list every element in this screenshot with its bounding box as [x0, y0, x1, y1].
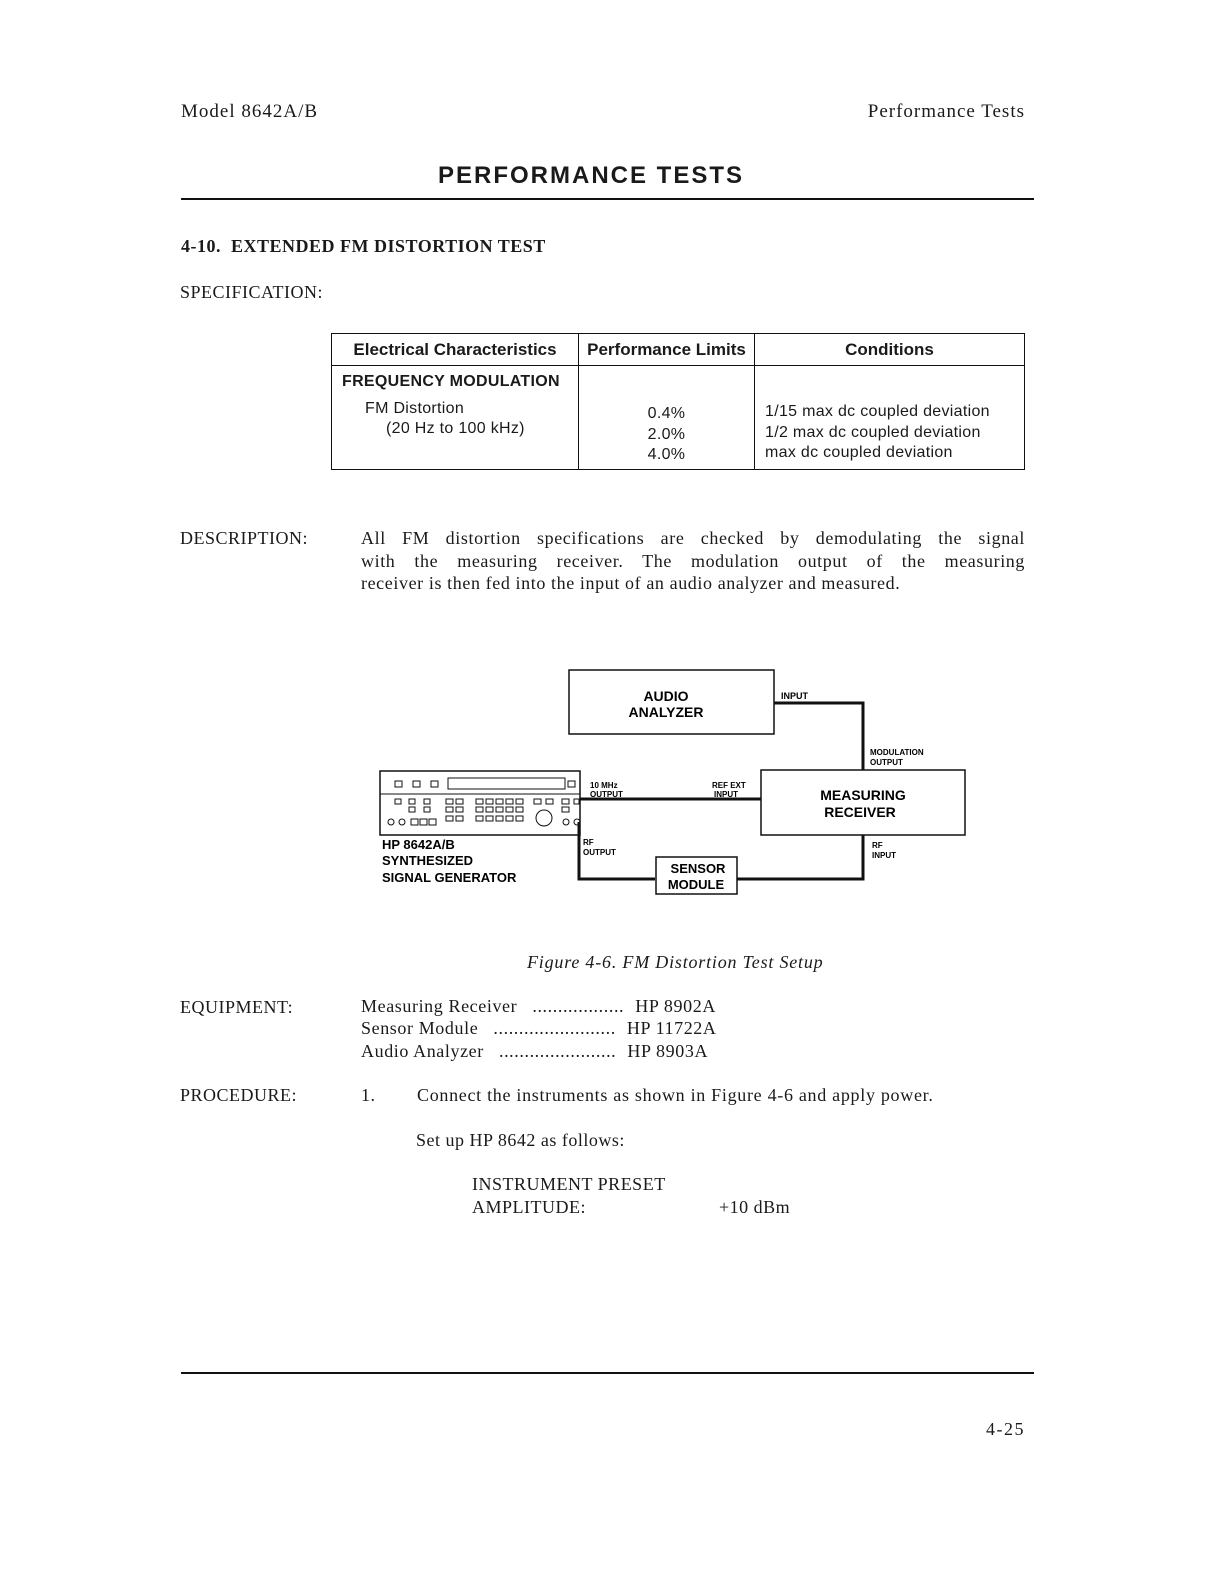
rf-output-label: RF: [583, 838, 594, 847]
condition-text: 1/2 max dc coupled deviation: [765, 423, 981, 441]
specification-label: SPECIFICATION:: [180, 282, 324, 302]
measuring-receiver-label: MEASURING: [820, 787, 906, 803]
description-line: receiver is then fed into the input of an audio analyzer and measured.: [361, 573, 901, 593]
equipment-leader: .......................: [498, 1041, 617, 1061]
audio-analyzer-label: AUDIO: [643, 688, 689, 704]
step-number: 1.: [361, 1085, 376, 1105]
modulation-output-label: OUTPUT: [870, 758, 903, 767]
limit-value: 0.4%: [647, 405, 686, 422]
description-line: All FM distortion specifications are checked by demodulating the signal: [361, 528, 1025, 548]
condition-text: max dc coupled deviation: [765, 444, 953, 461]
ref-ext-input-label: REF EXT: [712, 781, 746, 790]
amplitude-label: AMPLITUDE:: [472, 1197, 586, 1217]
input-label: INPUT: [781, 691, 808, 701]
rf-input-cable: [737, 835, 863, 879]
rf-output-label: OUTPUT: [583, 848, 616, 857]
modulation-output-label: MODULATION: [870, 748, 924, 757]
setup-line: Set up HP 8642 as follows:: [416, 1130, 625, 1150]
equipment-model: HP 8902A: [635, 996, 716, 1016]
page-number: 4-25: [986, 1419, 1025, 1439]
equipment-label: EQUIPMENT:: [180, 997, 294, 1017]
limit-value: 4.0%: [647, 446, 686, 463]
figure-caption: Figure 4-6. FM Distortion Test Setup: [527, 952, 824, 972]
amplitude-value: +10 dBm: [719, 1197, 791, 1217]
audio-analyzer-label: ANALYZER: [628, 704, 704, 720]
signal-generator-box: [380, 771, 580, 835]
description-label: DESCRIPTION:: [180, 528, 309, 548]
panel-keypad: [388, 799, 580, 826]
equipment-item: [361, 996, 716, 1017]
equipment-model: HP 11722A: [626, 1018, 717, 1038]
equipment-name: Audio Analyzer: [361, 1041, 484, 1061]
sensor-module-label: SENSOR: [670, 861, 726, 876]
param-label: FM Distortion: [365, 400, 465, 417]
footer-rule: [181, 1372, 1034, 1374]
table-header: Electrical Characteristics: [332, 334, 579, 366]
page-title: PERFORMANCE TESTS: [437, 162, 744, 189]
equipment-leader: ........................: [493, 1018, 616, 1038]
table-header: Performance Limits: [579, 334, 755, 366]
equipment-name: Measuring Receiver: [361, 996, 518, 1016]
equipment-name: Sensor Module: [361, 1018, 479, 1038]
condition-text: 1/15 max dc coupled deviation: [765, 403, 990, 420]
group-label: FREQUENCY MODULATION: [342, 373, 560, 390]
panel-key: [395, 781, 402, 787]
header-section: Performance Tests: [867, 101, 1025, 122]
equipment-leader: ..................: [532, 996, 625, 1016]
equipment-item: [361, 1041, 708, 1062]
modulation-cable: [774, 703, 863, 770]
rf-input-label: RF: [872, 841, 883, 850]
limit-value: 2.0%: [647, 425, 686, 443]
generator-label: SYNTHESIZED: [382, 853, 474, 868]
procedure-label: PROCEDURE:: [180, 1085, 298, 1105]
section-number: 4-10.: [181, 236, 221, 256]
equipment-item: [361, 1018, 717, 1039]
table-header: Conditions: [755, 334, 1025, 366]
panel-display: [448, 778, 565, 789]
ten-mhz-output-label: OUTPUT: [590, 790, 623, 799]
generator-label: HP 8642A/B: [382, 837, 455, 852]
ref-ext-input-label: INPUT: [714, 790, 738, 799]
panel-key: [568, 781, 575, 787]
ten-mhz-output-label: 10 MHz: [590, 781, 618, 790]
sensor-module-label: MODULE: [667, 877, 725, 892]
preset-line: INSTRUMENT PRESET: [472, 1174, 666, 1194]
param-range: (20 Hz to 100 kHz): [386, 420, 525, 437]
generator-label: SIGNAL GENERATOR: [382, 870, 517, 885]
panel-key: [413, 781, 420, 787]
section-name: EXTENDED FM DISTORTION TEST: [231, 236, 546, 256]
description-line: with the measuring receiver. The modulation output of the measuring: [361, 550, 1025, 571]
panel-key: [431, 781, 438, 787]
rf-input-label: INPUT: [872, 851, 896, 860]
step-text: Connect the instruments as shown in Figure 4-6 and apply power.: [417, 1085, 934, 1105]
header-model: Model 8642A/B: [181, 101, 319, 122]
measuring-receiver-label: RECEIVER: [824, 804, 896, 820]
equipment-model: HP 8903A: [627, 1041, 709, 1061]
